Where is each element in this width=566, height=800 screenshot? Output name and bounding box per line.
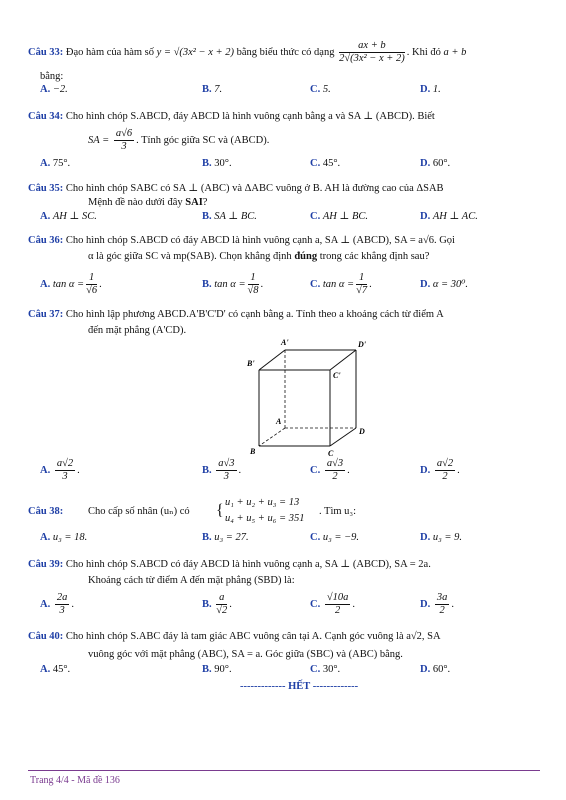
vertex-label-a1: A' (281, 338, 289, 347)
option-a[interactable]: A. AH ⊥ SC. (40, 211, 97, 222)
option-d[interactable]: D. AH ⊥ AC. (420, 211, 478, 222)
question-34-line2: SA = $\frac{a√6}{3}$ . Tính góc giữa SC và (ABCD). (88, 128, 270, 152)
question-39-line2: Khoảng cách từ điểm A đến mặt phẳng (SBD) là: (88, 575, 295, 586)
option-a[interactable]: A. $\frac{2a}{3}$ . (40, 592, 74, 616)
option-b[interactable]: B. tan α = $\frac{1}{√8}$ . (202, 272, 264, 296)
option-b[interactable]: B. 7. (202, 84, 223, 95)
question-text: Cho hình chóp S.ABC đáy là tam giác ABC vuông cân tại A. Cạnh góc vuông là a√2, SA (65, 631, 441, 642)
option-a[interactable]: A. 75°. (40, 158, 71, 169)
option-d[interactable]: D. 60°. (420, 664, 451, 675)
option-d[interactable]: D. $\frac{a√2}{2}$ . (420, 458, 460, 482)
question-label: Câu 35: (28, 183, 64, 194)
hidden-edge-a-b (259, 428, 285, 446)
question-text: Cho hình lập phương ABCD.A'B'C'D' có cạnh bằng a. Tính theo a khoảng cách từ điểm A (65, 309, 444, 320)
system-eq-1: u₁ + u₂ + u₃ = 13 (225, 497, 300, 508)
page-footer: Trang 4/4 - Mã đề 136 (30, 775, 120, 786)
options-39 (40, 592, 540, 620)
option-a[interactable]: A. $\frac{a√2}{3}$ . (40, 458, 80, 482)
option-c[interactable]: C. 5. (310, 84, 331, 95)
question-34 (28, 110, 540, 124)
vertex-label-c1: C' (333, 371, 341, 380)
options-36 (40, 272, 540, 300)
option-b[interactable]: B. 30°. (202, 158, 232, 169)
option-c[interactable]: C. $\frac{a√3}{2}$ . (310, 458, 350, 482)
question-text: Cho hình chóp SABC có SA ⊥ (ABC) và ΔABC vuông ở B. AH là đường cao của ΔSAB (65, 183, 444, 194)
question-37 (28, 308, 540, 322)
option-b[interactable]: B. 90°. (202, 664, 232, 675)
option-d[interactable]: D. 1. (420, 84, 441, 95)
question-text: Cho hình chóp S.ABCD, đáy ABCD là hình vuông cạnh bằng a và SA ⊥ (ABCD). Biết (65, 111, 435, 122)
question-text: Cho hình chóp S.ABCD có đáy ABCD là hình vuông cạnh a, SA ⊥ (ABCD), SA = a√6. Gọi (65, 235, 455, 246)
vertex-label-c: C (328, 449, 334, 458)
question-36-line2: α là góc giữa SC và mp(SAB). Chọn khẳng định đúng trong các khẳng định sau? (88, 251, 430, 262)
options-35 (40, 210, 540, 228)
question-35 (28, 182, 540, 196)
question-38 (28, 496, 540, 528)
question-text: bằng biểu thức có dạng (236, 46, 335, 58)
question-label: Câu 38: (28, 506, 64, 517)
option-b[interactable]: B. $\frac{a}{√2}$ . (202, 592, 232, 616)
question-text: . Tìm u₃: (319, 506, 357, 517)
option-c[interactable]: C. AH ⊥ BC. (310, 211, 369, 222)
vertex-label-d1: D' (358, 340, 366, 349)
option-d[interactable]: D. u₃ = 9. (420, 532, 462, 543)
question-40 (28, 630, 540, 644)
fraction: $\frac{ax + b}{\text{2√(3x² − x + 2)}}$ (339, 40, 405, 64)
question-label: Câu 36: (28, 235, 64, 246)
question-label: Câu 37: (28, 309, 64, 320)
question-label: Câu 40: (28, 631, 64, 642)
question-text: Đạo hàm của hàm số (65, 46, 154, 58)
option-b[interactable]: B. SA ⊥ BC. (202, 211, 257, 222)
vertex-label-d: D (359, 427, 365, 436)
option-d[interactable]: D. 60°. (420, 158, 451, 169)
option-c[interactable]: C. $\frac{√10a}{2}$ . (310, 592, 355, 616)
options-34 (40, 158, 540, 176)
question-37-line2: đến mặt phẳng (A'CD). (88, 325, 187, 336)
option-a[interactable]: A. −2. (40, 84, 68, 95)
question-text: Cho hình chóp S.ABCD có đáy ABCD là hình vuông cạnh a, SA ⊥ (ABCD), SA = 2a. (65, 559, 431, 570)
option-d[interactable]: D. α = 30⁰. (420, 279, 469, 290)
option-c[interactable]: C. tan α = $\frac{1}{√7}$ . (310, 272, 372, 296)
options-37 (40, 458, 540, 486)
options-40 (40, 664, 540, 682)
options-33 (40, 84, 540, 102)
vertex-label-b: B (250, 447, 256, 456)
option-c[interactable]: C. 45°. (310, 158, 341, 169)
option-c[interactable]: C. 30°. (310, 664, 341, 675)
vertex-label-b1: B' (247, 359, 255, 368)
end-marker: ------------- HẾT ------------- (240, 681, 359, 692)
options-38 (40, 532, 540, 550)
question-39 (28, 558, 540, 572)
edge-c-d (330, 428, 356, 446)
fraction: $\frac{a√6}{3}$ (115, 128, 133, 152)
option-d[interactable]: D. $\frac{3a}{2}$ . (420, 592, 454, 616)
question-40-line2: vuông góc với mặt phẳng (ABC), SA = a. Góc giữa (SBC) và (ABC) bằng. (88, 649, 403, 660)
question-text: Cho cấp số nhân (uₙ) có (88, 506, 190, 517)
edge-c1-d1 (330, 350, 356, 370)
question-label: Câu 39: (28, 559, 64, 570)
question-33 (28, 40, 540, 65)
brace: { (216, 502, 224, 519)
system-eq-2: u₄ + u₅ + u₆ = 351 (225, 513, 305, 524)
option-c[interactable]: C. u₃ = −9. (310, 532, 360, 543)
expression: a + b (443, 46, 467, 58)
question-36 (28, 234, 540, 248)
option-a[interactable]: A. u₃ = 18. (40, 532, 88, 543)
edge-a1-b1 (259, 350, 285, 370)
question-label: Câu 33: (28, 46, 64, 58)
vertex-label-a: A (276, 417, 282, 426)
question-text: . Khi đó (406, 46, 441, 58)
footer-divider (28, 770, 540, 771)
option-b[interactable]: B. u₃ = 27. (202, 532, 249, 543)
question-33-line2: bằng: (40, 71, 64, 82)
question-35-line2: Mệnh đề nào dưới đây SAI? (88, 197, 208, 208)
question-label: Câu 34: (28, 111, 64, 122)
option-a[interactable]: A. tan α = $\frac{1}{√6}$ . (40, 272, 102, 296)
function-expression: y = √(3x² − x + 2) (156, 46, 235, 58)
option-a[interactable]: A. 45°. (40, 664, 71, 675)
option-b[interactable]: B. $\frac{a√3}{3}$ . (202, 458, 242, 482)
